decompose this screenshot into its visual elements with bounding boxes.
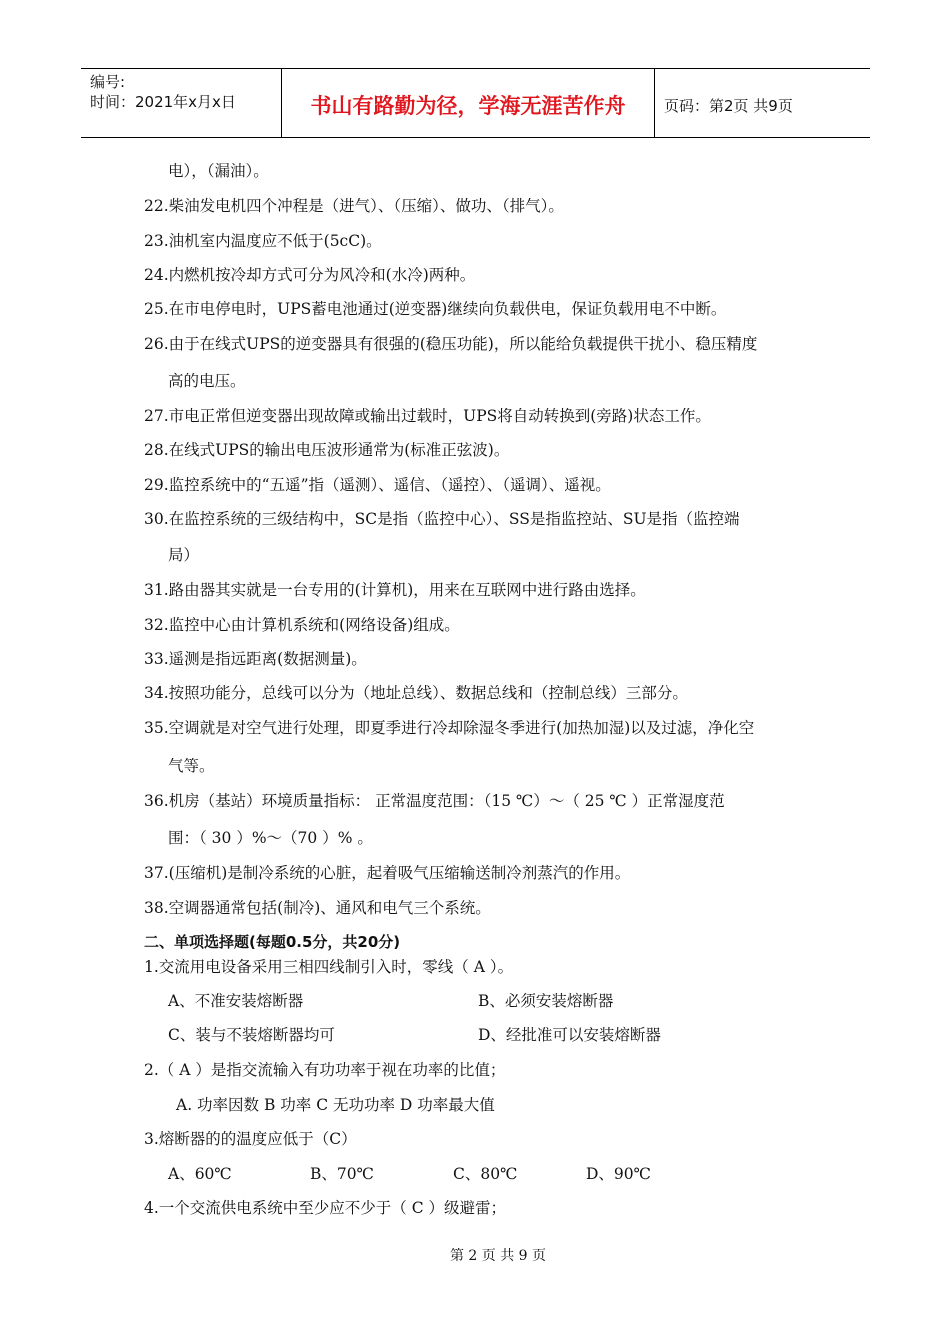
text-line: 32.监控中心由计算机系统和(网络设备)组成。 xyxy=(144,616,460,634)
page-header xyxy=(81,68,870,138)
text-line: 24.内燃机按冷却方式可分为风冷和(水冷)两种。 xyxy=(144,266,476,284)
question-stem: 4.一个交流供电系统中至少应不少于（ C ）级避雷； xyxy=(144,1199,507,1217)
text-line: 28.在线式UPS的输出电压波形通常为(标准正弦波)。 xyxy=(144,441,510,459)
option-c: C、装与不装熔断器均可 xyxy=(168,1026,335,1044)
text-line: 33.遥测是指远距离(数据测量)。 xyxy=(144,650,367,668)
question-stem: 3.熔断器的的温度应低于（C） xyxy=(144,1130,357,1148)
text-line: 23.油机室内温度应不低于(5cC)。 xyxy=(144,232,382,250)
option-c: C、80℃ xyxy=(453,1165,518,1183)
text-line: 25.在市电停电时，UPS蓄电池通过(逆变器)继续向负载供电，保证负载用电不中断。 xyxy=(144,300,727,318)
header-page-code: 页码：第2页 共9页 xyxy=(664,96,793,115)
option-a: A、不准安装熔断器 xyxy=(168,992,304,1010)
question-stem: 2.（ A ）是指交流输入有功功率于视在功率的比值； xyxy=(144,1061,506,1079)
text-line: 高的电压。 xyxy=(168,372,246,390)
text-line: 37.(压缩机)是制冷系统的心脏，起着吸气压缩输送制冷剂蒸汽的作用。 xyxy=(144,864,631,882)
text-line: 36.机房（基站）环境质量指标： 正常温度范围：（15 ℃）～（ 25 ℃ ）正常湿度范 xyxy=(144,792,725,810)
text-line: 29.监控系统中的“五遥”指（遥测）、遥信、（遥控）、（遥调）、遥视。 xyxy=(144,476,611,494)
text-line: 31.路由器其实就是一台专用的(计算机)，用来在互联网中进行路由选择。 xyxy=(144,581,646,599)
page-footer: 第 2 页 共 9 页 xyxy=(449,1248,547,1264)
option-d: D、90℃ xyxy=(586,1165,651,1183)
option-b: B、必须安装熔断器 xyxy=(478,992,614,1010)
text-line: 38.空调器通常包括(制冷)、通风和电气三个系统。 xyxy=(144,899,491,917)
text-line: 27.市电正常但逆变器出现故障或输出过载时，UPS将自动转换到(旁路)状态工作。 xyxy=(144,407,711,425)
question-stem: 1.交流用电设备采用三相四线制引入时，零线（ A ）。 xyxy=(144,958,514,976)
number-label: 编号: xyxy=(90,73,126,91)
text-line: 气等。 xyxy=(168,757,215,775)
option-b: B、70℃ xyxy=(310,1165,374,1183)
time-label: 时间：2021年x月x日 xyxy=(90,93,236,111)
text-line: 电），（漏油）。 xyxy=(168,162,269,180)
section-title: 二、单项选择题(每题0.5分，共20分) xyxy=(144,933,401,951)
option-a: A、60℃ xyxy=(168,1165,232,1183)
option-d: D、经批准可以安装熔断器 xyxy=(478,1026,661,1044)
text-line: 34.按照功能分，总线可以分为（地址总线）、数据总线和（控制总线）三部分。 xyxy=(144,684,688,702)
text-line: 围：（ 30 ）%～（70 ）% 。 xyxy=(168,829,373,847)
text-line: 22.柴油发电机四个冲程是（进气）、（压缩）、做功、（排气）。 xyxy=(144,197,564,215)
header-motto: 书山有路勤为径，学海无涯苦作舟 xyxy=(282,69,655,137)
text-line: 26.由于在线式UPS的逆变器具有很强的(稳压功能)，所以能给负载提供干扰小、稳压精度 xyxy=(144,335,758,353)
question-options: A. 功率因数 B 功率 C 无功功率 D 功率最大值 xyxy=(176,1096,495,1114)
text-line: 30.在监控系统的三级结构中，SC是指（监控中心）、SS是指监控站、SU是指（监控端 xyxy=(144,510,740,528)
text-line: 局） xyxy=(168,546,200,564)
header-meta xyxy=(81,69,282,137)
text-line: 35.空调就是对空气进行处理，即夏季进行冷却除湿冬季进行(加热加湿)以及过滤，净化空 xyxy=(144,719,755,737)
